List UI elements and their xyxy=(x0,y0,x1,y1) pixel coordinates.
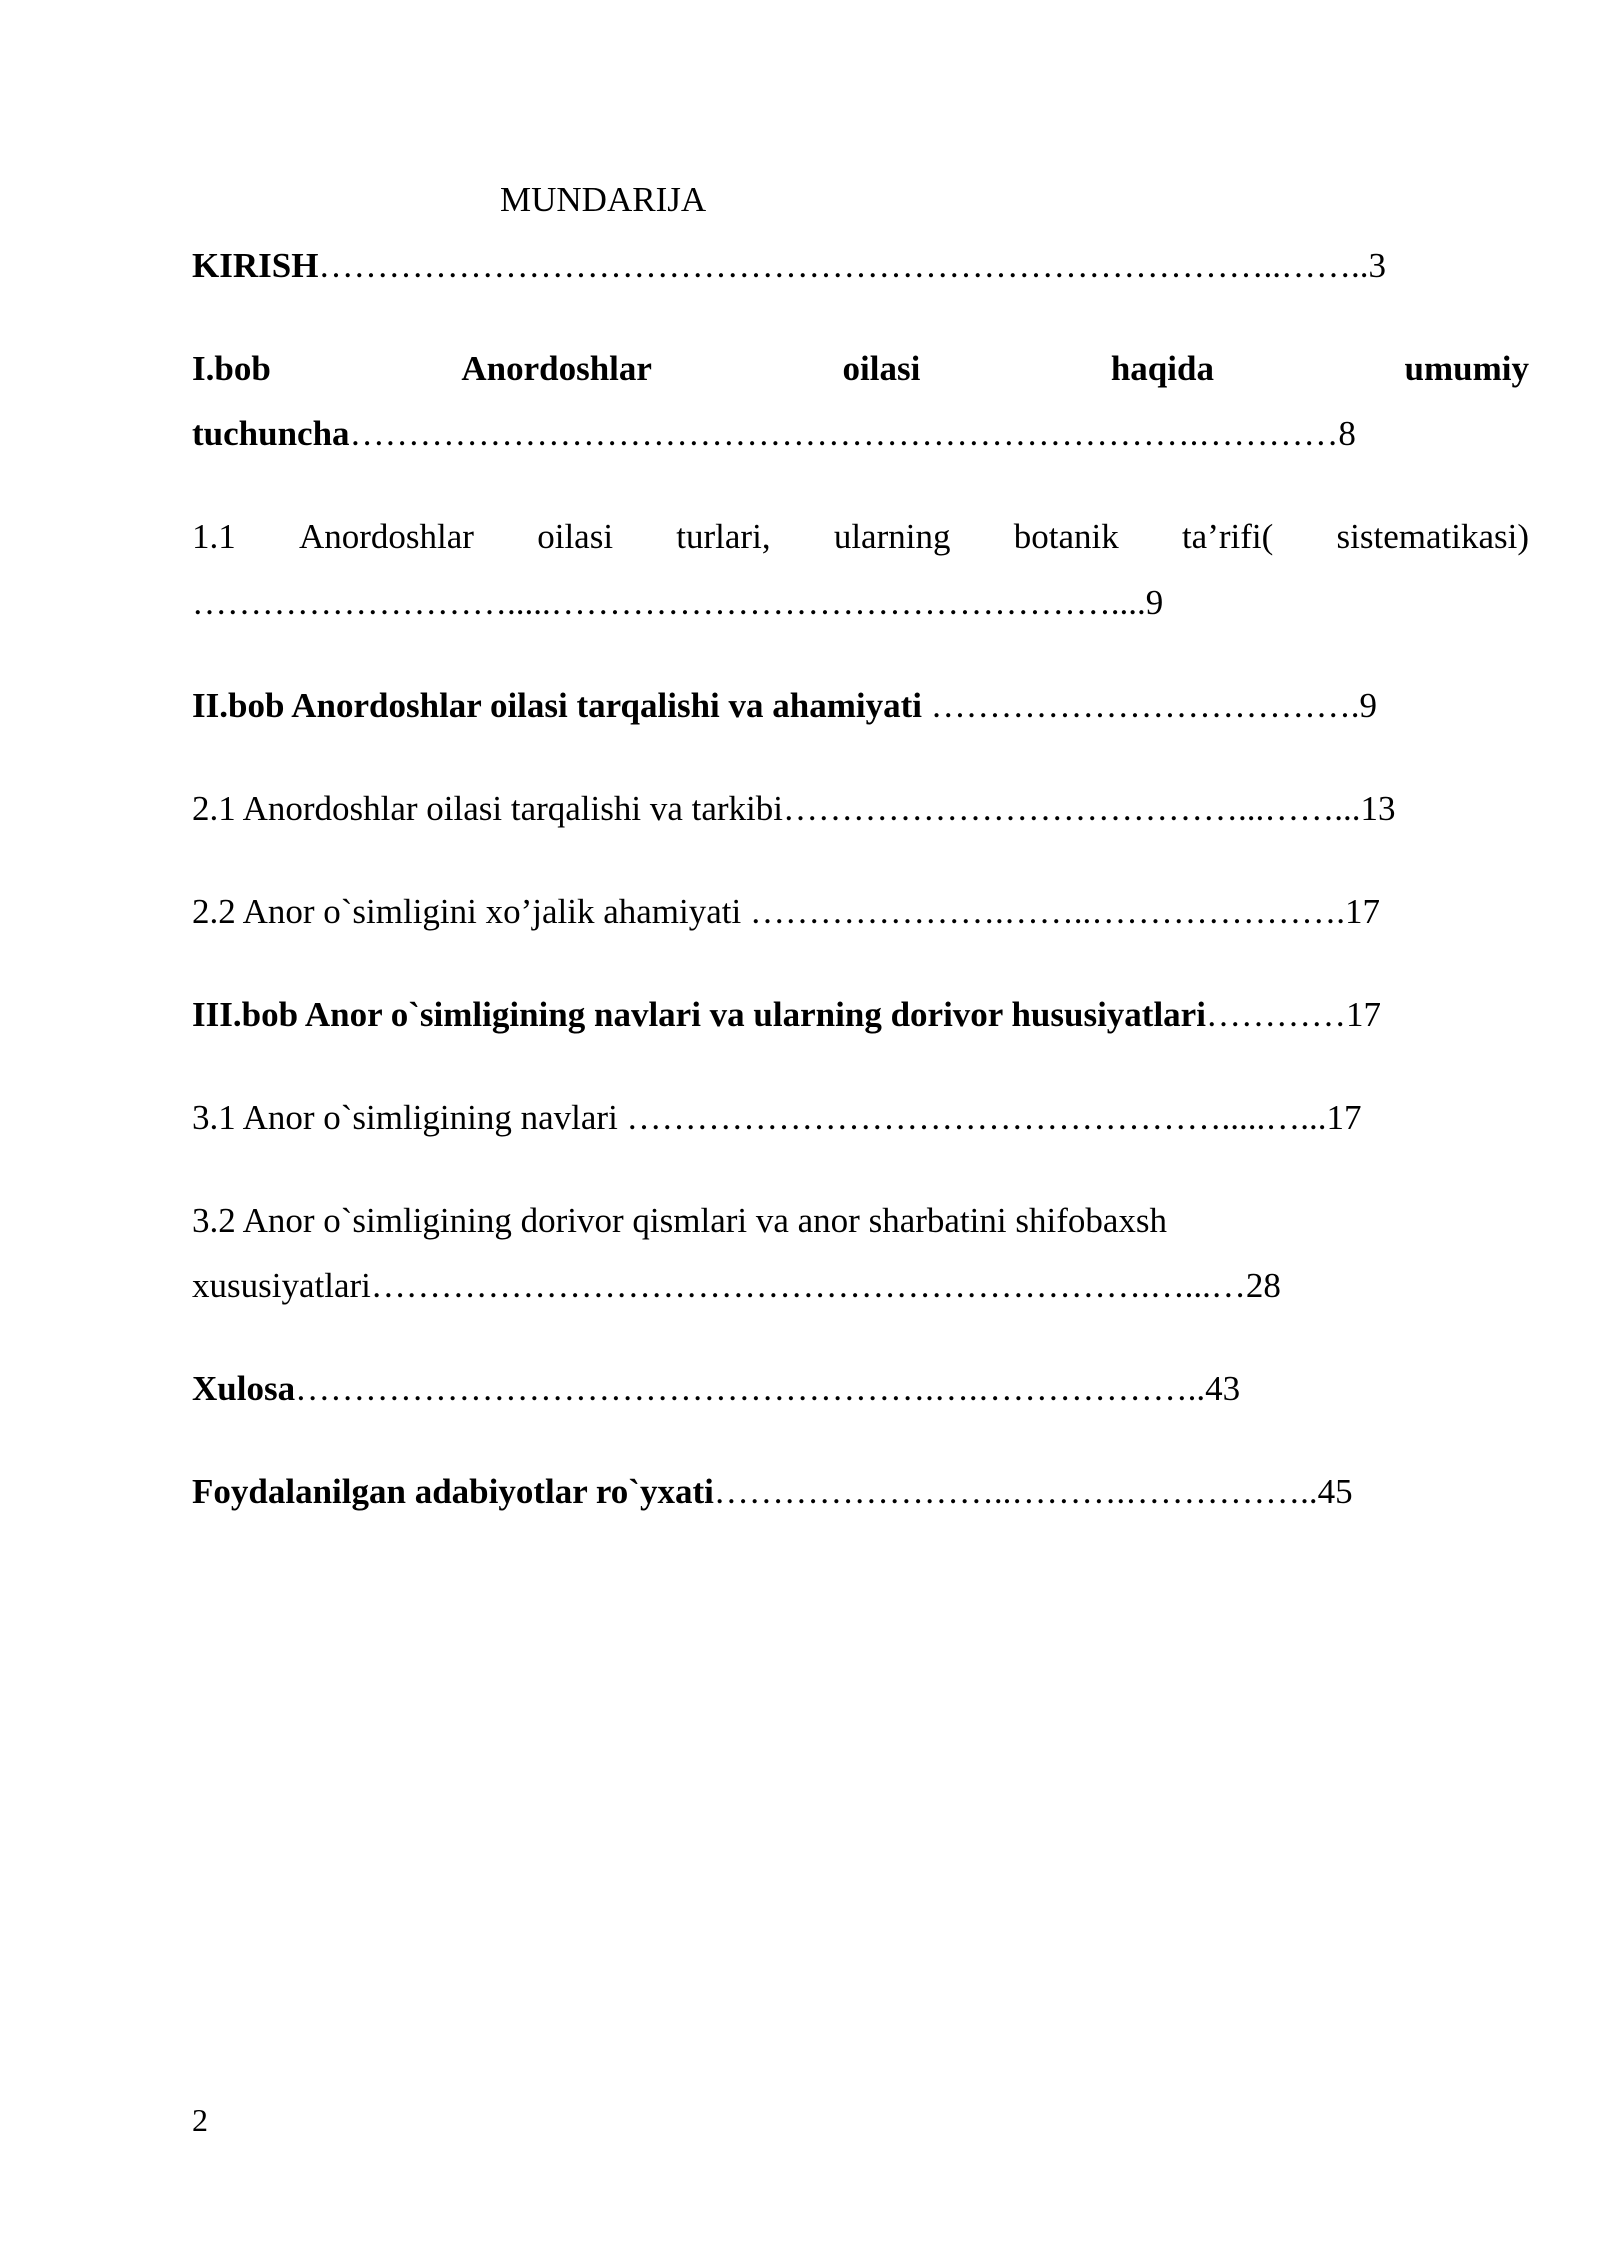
toc-entry-bob1-line2[interactable] xyxy=(192,416,1356,451)
toc-page-number: 17 xyxy=(1326,1098,1362,1137)
toc-leader: ………………….……..…………………. xyxy=(741,892,1345,931)
toc-entry-kirish[interactable] xyxy=(192,248,1386,283)
toc-entry-1-1-line2[interactable] xyxy=(192,585,1163,620)
page-number: 2 xyxy=(192,2102,208,2138)
toc-entry-title: 2.2 Anor o`simligini xo’jalik ahamiyati xyxy=(192,892,742,931)
toc-leader: ……………………..……….…………….. xyxy=(713,1472,1318,1511)
page-title: MUNDARIJA xyxy=(500,180,707,219)
toc-page-number: 8 xyxy=(1338,414,1356,453)
toc-leader: ………………………………………………………….…...… xyxy=(370,1266,1246,1305)
toc-entry-title: 3.1 Anor o`simligining navlari xyxy=(192,1098,618,1137)
toc-page-number: 43 xyxy=(1205,1369,1241,1408)
toc-word: ta’rifi( xyxy=(1181,517,1274,556)
toc-page-number: 17 xyxy=(1344,892,1380,931)
toc-entry-title: tuchuncha xyxy=(192,414,350,453)
toc-leader: ………………………………………………………………………..…….. xyxy=(318,246,1369,285)
toc-entry-2-2[interactable] xyxy=(192,894,1380,929)
toc-entry-2-1[interactable] xyxy=(192,791,1396,826)
toc-page-number: 45 xyxy=(1317,1472,1353,1511)
toc-word: Anordoshlar xyxy=(299,517,474,556)
toc-leader: …………………………………………….....…... xyxy=(617,1098,1327,1137)
toc-entry-adabiyotlar[interactable] xyxy=(192,1474,1353,1509)
toc-entry-3-2-line2[interactable] xyxy=(192,1268,1281,1303)
toc-word: 1.1 xyxy=(192,517,236,556)
toc-entry-bob2[interactable] xyxy=(192,688,1377,723)
toc-leader: ……………………………………………….….……………….. xyxy=(295,1369,1206,1408)
toc-leader: …………………………………...……... xyxy=(783,789,1361,828)
toc-word: botanik xyxy=(1013,517,1119,556)
toc-page-number: 28 xyxy=(1245,1266,1281,1305)
toc-entry-3-1[interactable] xyxy=(192,1100,1362,1135)
toc-leader: ……………………………………………………………….………… xyxy=(349,414,1339,453)
toc-entry-title: III.bob Anor o`simligining navlari va ularning dorivor hususiyatlari xyxy=(192,995,1206,1034)
toc-entry-title: KIRISH xyxy=(192,246,319,285)
toc-word: Anordoshlar xyxy=(461,349,652,388)
toc-page-number: 17 xyxy=(1345,995,1381,1034)
toc-leader: ……………………….....………………………………………….... xyxy=(192,583,1146,622)
toc-entry-1-1-line1[interactable] xyxy=(192,519,1529,554)
toc-entry-title: xususiyatlari xyxy=(192,1266,371,1305)
toc-leader: ………………………………. xyxy=(922,686,1360,725)
toc-word: haqida xyxy=(1110,349,1214,388)
toc-entry-bob3[interactable] xyxy=(192,997,1381,1032)
toc-word: sistematikasi) xyxy=(1336,517,1529,556)
toc-page-number: 9 xyxy=(1145,583,1164,622)
toc-page-number: 13 xyxy=(1360,789,1396,828)
toc-entry-title: Foydalanilgan adabiyotlar ro`yxati xyxy=(192,1472,714,1511)
toc-entry-title: 3.2 Anor o`simligining dorivor qismlari va anor sharbatini shifobaxsh xyxy=(192,1201,1168,1240)
toc-entry-3-2-line1[interactable] xyxy=(192,1203,1167,1238)
toc-leader: ………… xyxy=(1205,995,1346,1034)
toc-word: turlari, xyxy=(676,517,771,556)
toc-page-number: 9 xyxy=(1359,686,1377,725)
toc-entry-title: Xulosa xyxy=(192,1369,296,1408)
toc-word: umumiy xyxy=(1404,349,1529,388)
toc-word: ularning xyxy=(833,517,951,556)
toc-word: oilasi xyxy=(842,349,921,388)
toc-entry-title: II.bob Anordoshlar oilasi tarqalishi va ahamiyati xyxy=(192,686,922,725)
toc-entry-bob1-line1[interactable] xyxy=(192,351,1529,386)
toc-word: I.bob xyxy=(192,349,271,388)
toc-word: oilasi xyxy=(537,517,614,556)
toc-entry-title: 2.1 Anordoshlar oilasi tarqalishi va tarkibi xyxy=(192,789,784,828)
toc-entry-xulosa[interactable] xyxy=(192,1371,1240,1406)
toc-page-number: 3 xyxy=(1368,246,1386,285)
